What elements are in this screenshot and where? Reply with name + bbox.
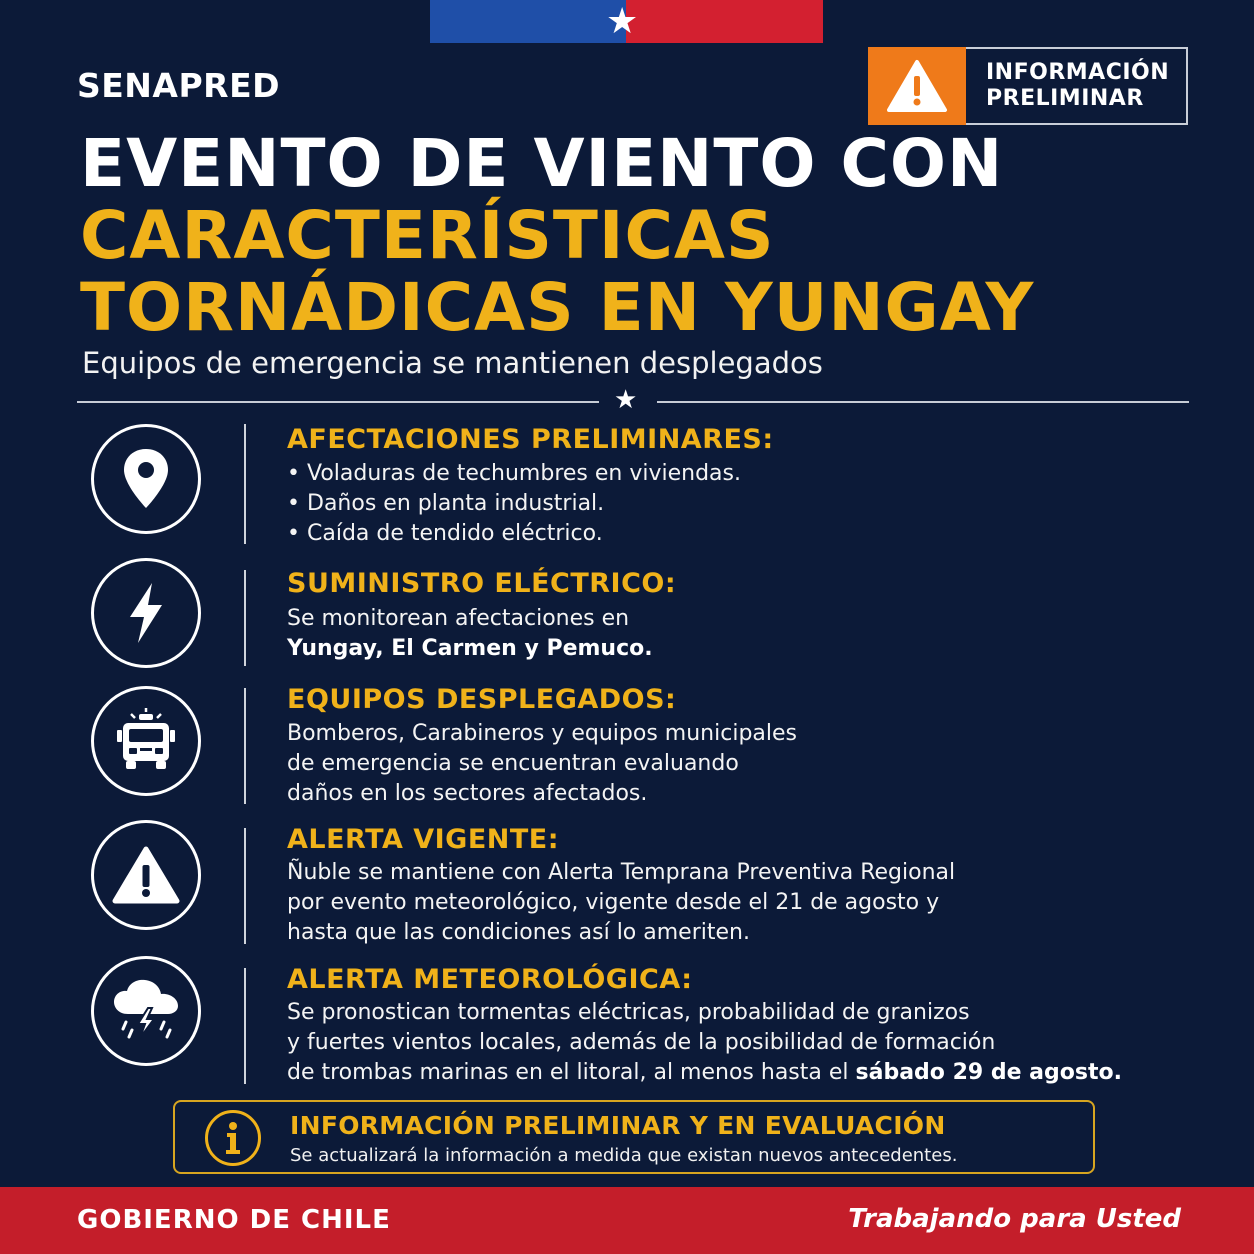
section-title: ALERTA METEOROLÓGICA: [287,964,693,995]
divider-right [657,401,1189,403]
headline-line-1: EVENTO DE VIENTO CON [80,125,1004,202]
section-divider [244,828,246,944]
section-body [287,998,1122,1088]
footer-slogan: Trabajando para Usted [848,1204,1181,1234]
section-divider [244,968,246,1084]
storm-cloud-icon [91,956,201,1066]
section-line: Se monitorean afectaciones en [287,606,630,631]
section-body [287,459,741,549]
section-line: Se pronostican tormentas eléctricas, probabilidad de granizos [287,1000,970,1025]
divider-left [77,401,599,403]
flag-red-field [626,0,823,43]
bullet-item: • Daños en planta industrial. [287,489,741,519]
section-title: AFECTACIONES PRELIMINARES: [287,424,774,455]
bullet-item: • Caída de tendido eléctrico. [287,519,741,549]
badge-text [966,49,1186,123]
section-line-bold: Yungay, El Carmen y Pemuco. [287,636,653,661]
section-line [287,1058,1122,1088]
footer-bar [0,1187,1254,1254]
subtitle: Equipos de emergencia se mantienen desplegados [82,346,823,380]
location-pin-icon [91,424,201,534]
flag-star-icon: ★ [606,1,639,42]
badge-line-1: INFORMACIÓN [986,60,1170,85]
section-title: EQUIPOS DESPLEGADOS: [287,684,677,715]
warning-icon [868,47,966,125]
section-line-bold: sábado 29 de agosto. [855,1060,1122,1085]
section-body [287,858,955,948]
section-line: y fuertes vientos locales, además de la posibilidad de formación [287,1030,996,1055]
footer-government: GOBIERNO DE CHILE [77,1205,391,1235]
headline-line-2: CARACTERÍSTICAS [80,197,775,274]
notice-title: INFORMACIÓN PRELIMINAR Y EN EVALUACIÓN [290,1111,946,1140]
section-line: Ñuble se mantiene con Alerta Temprana Preventiva Regional [287,860,956,885]
section-title: ALERTA VIGENTE: [287,824,560,855]
divider-star-icon: ★ [614,385,638,415]
section-line: por evento meteorológico, vigente desde el 21 de agosto y [287,890,940,915]
section-body [287,719,797,809]
bullet-item: • Voladuras de techumbres en viviendas. [287,459,741,489]
notice-text: Se actualizará la información a medida que existan nuevos antecedentes. [290,1145,958,1166]
fire-truck-icon [91,686,201,796]
section-line: hasta que las condiciones así lo ameriten. [287,920,750,945]
flag-blue-field [430,0,639,43]
notice-box [173,1100,1095,1174]
section-line: Bomberos, Carabineros y equipos municipales [287,721,797,746]
section-line: de emergencia se encuentran evaluando [287,751,739,776]
section-divider [244,688,246,804]
section-divider [244,424,246,544]
preliminary-badge [868,47,1188,125]
badge-line-2: PRELIMINAR [986,86,1144,111]
lightning-icon [91,558,201,668]
warning-icon [91,820,201,930]
section-divider [244,570,246,666]
chile-flag [430,0,823,43]
headline [80,125,1035,346]
info-icon [205,1110,261,1166]
headline-line-3: TORNÁDICAS EN YUNGAY [80,269,1035,346]
org-name: SENAPRED [77,66,280,105]
section-line-text: de trombas marinas en el litoral, al menos hasta el [287,1060,856,1085]
section-line: daños en los sectores afectados. [287,781,648,806]
section-body [287,604,653,664]
section-title: SUMINISTRO ELÉCTRICO: [287,568,677,599]
